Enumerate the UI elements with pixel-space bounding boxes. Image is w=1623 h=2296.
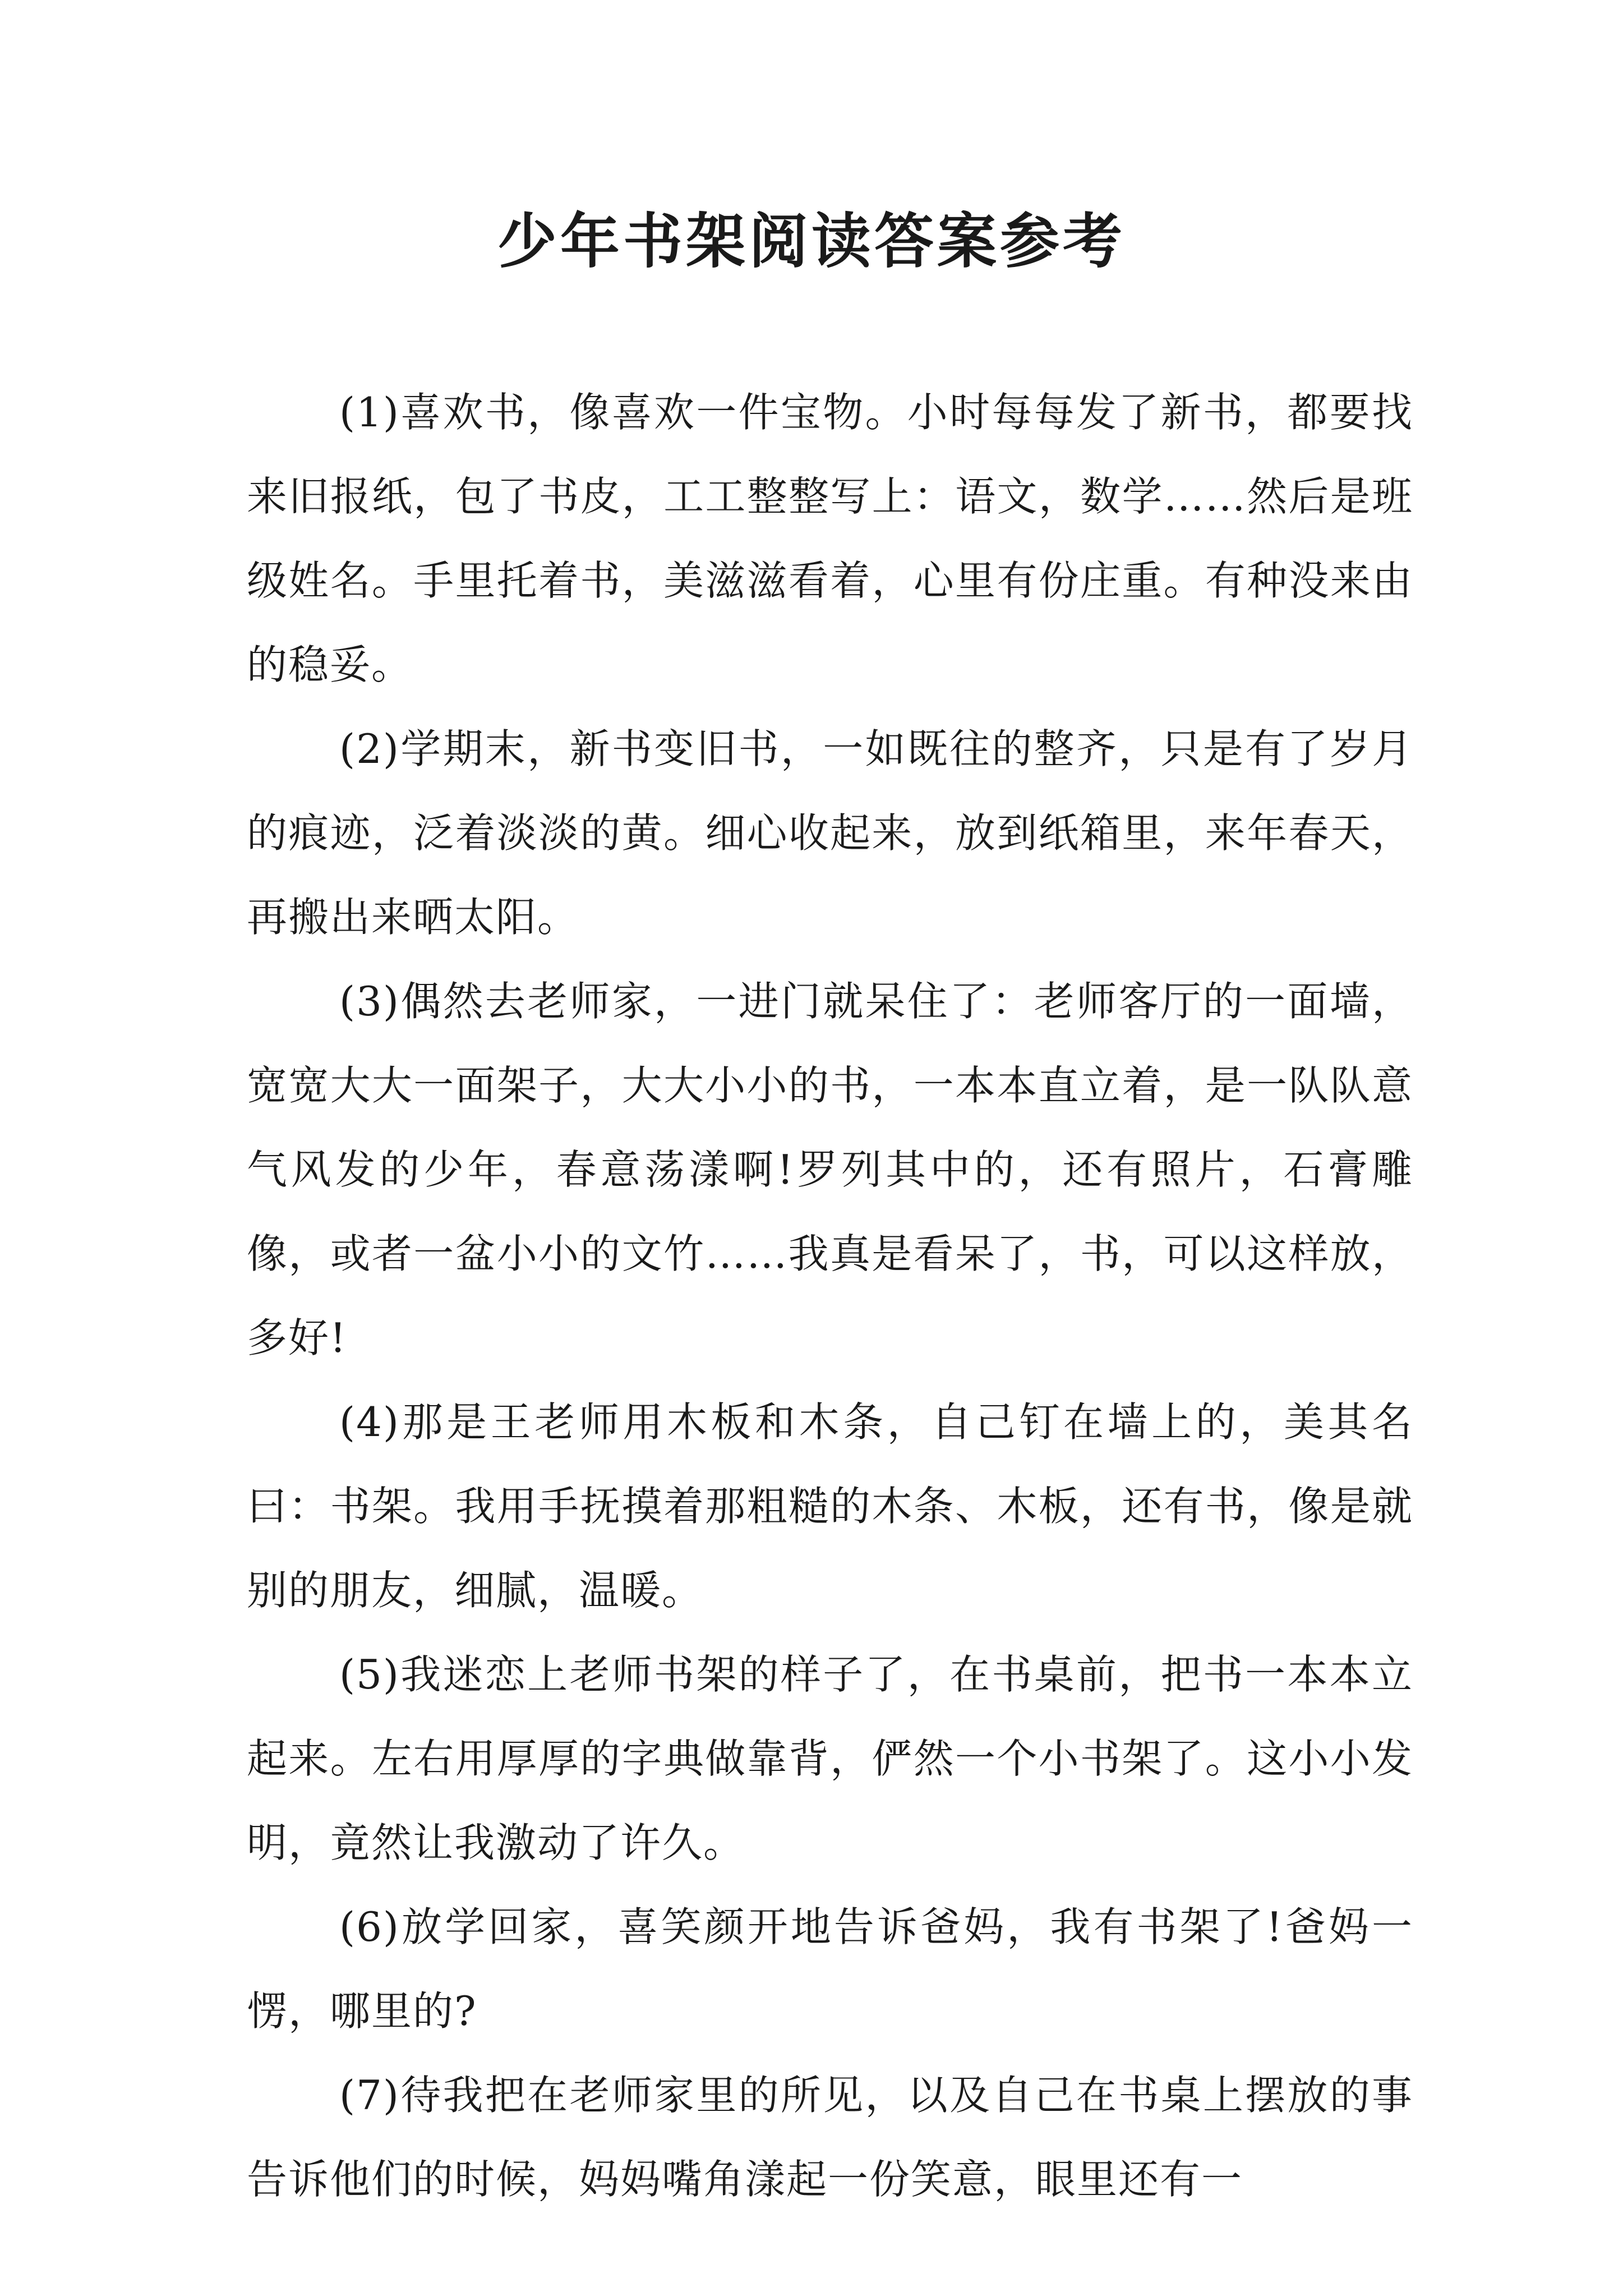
paragraph-3: (3)偶然去老师家，一进门就呆住了：老师客厅的一面墙，宽宽大大一面架子，大大小小的书，一本本直立着，是一队队意气风发的少年，春意荡漾啊!罗列其中的，还有照片，石膏雕像，或者一盆小小的文竹……我真是看呆了，书，可以这样放，多好! xyxy=(247,978,1413,1361)
document-title: 少年书架阅读答案参考 xyxy=(497,206,1126,276)
paragraph-5: (5)我迷恋上老师书架的样子了，在书桌前，把书一本本立起来。左右用厚厚的字典做靠背，俨然一个小书架了。这小小发明，竟然让我激动了许久。 xyxy=(247,1651,1413,1866)
paragraph-4: (4)那是王老师用木板和木条，自己钉在墙上的，美其名曰：书架。我用手抚摸着那粗糙的木条、木板，还有书，像是就别的朋友，细腻，温暖。 xyxy=(247,1398,1413,1614)
paragraph-7: (7)待我把在老师家里的所见，以及自己在书桌上摆放的事告诉他们的时候，妈妈嘴角漾起一份笑意，眼里还有一 xyxy=(247,2072,1413,2203)
document-body xyxy=(247,370,1413,2221)
paragraph-1: (1)喜欢书，像喜欢一件宝物。小时每每发了新书，都要找来旧报纸，包了书皮，工工整整写上：语文，数学……然后是班级姓名。手里托着书，美滋滋看着，心里有份庄重。有种没来由的稳妥。 xyxy=(247,389,1413,688)
paragraph-6: (6)放学回家，喜笑颜开地告诉爸妈，我有书架了!爸妈一愣，哪里的? xyxy=(247,1903,1413,2035)
paragraph-2: (2)学期末，新书变旧书，一如既往的整齐，只是有了岁月的痕迹，泛着淡淡的黄。细心收起来，放到纸箱里，来年春天，再搬出来晒太阳。 xyxy=(247,725,1413,941)
